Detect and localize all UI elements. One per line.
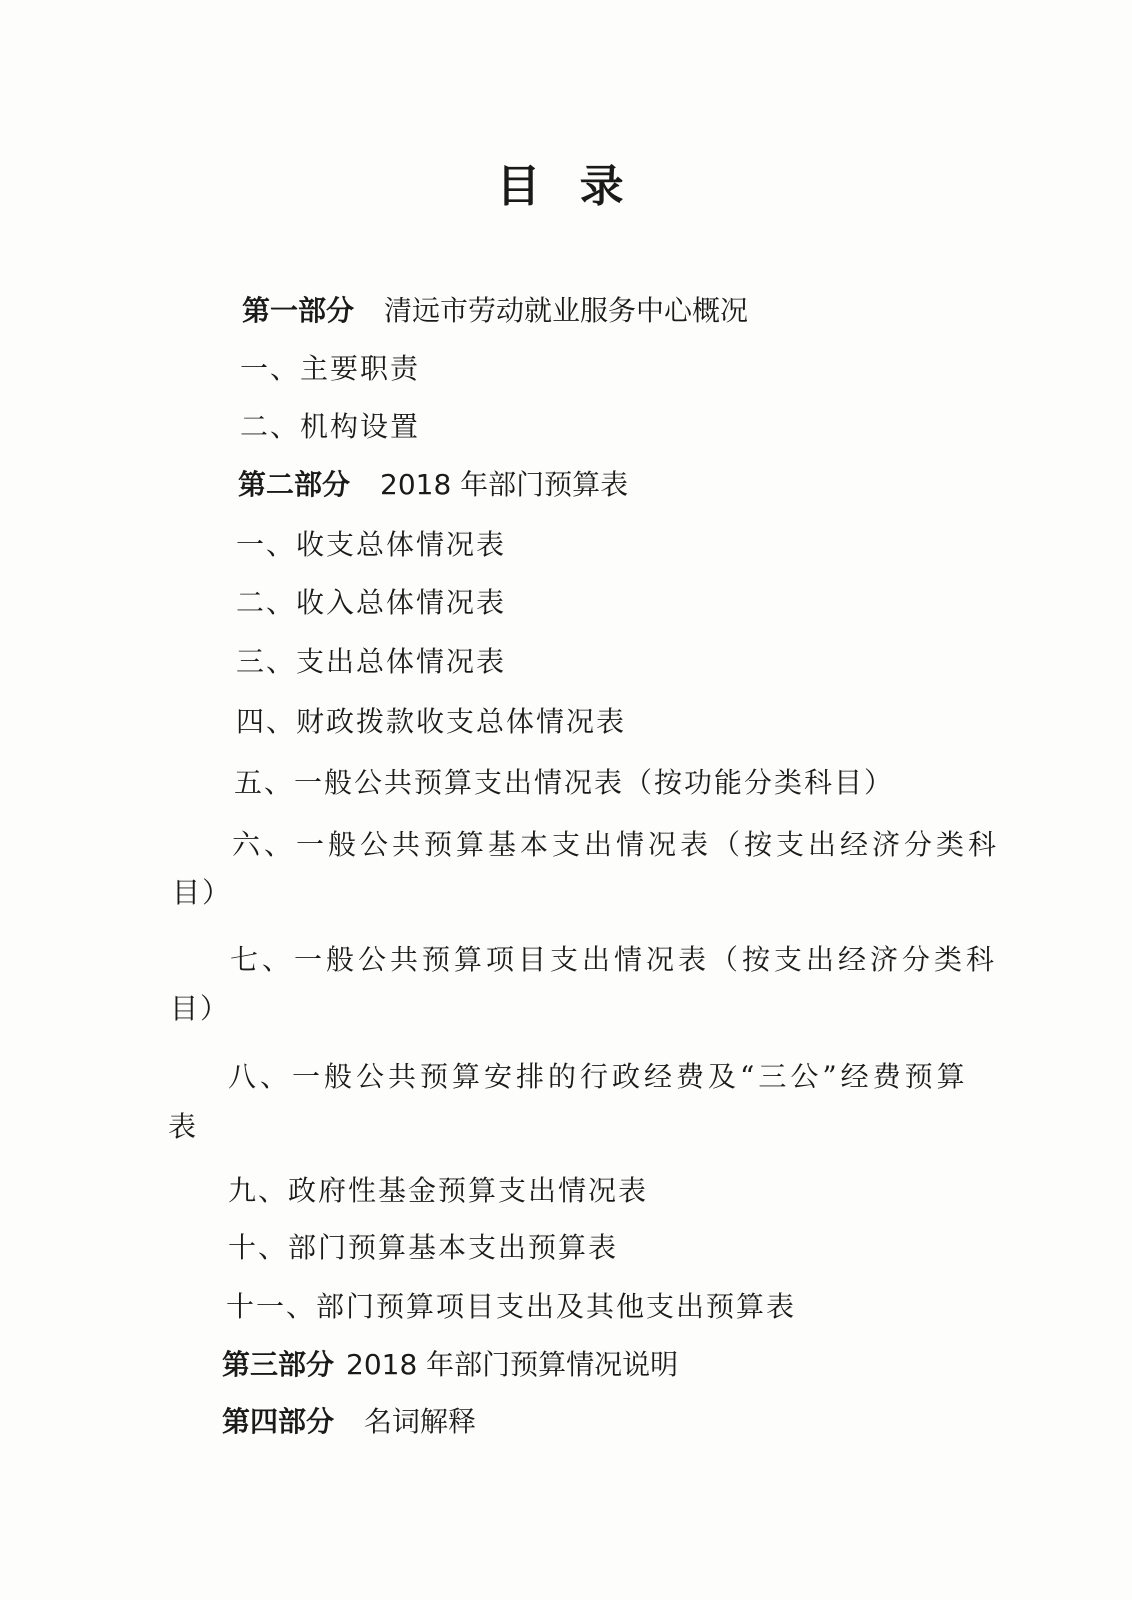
toc-part-2: [238, 468, 628, 502]
page-title: 目 录: [496, 161, 636, 212]
toc-item: 八、一般公共预算安排的行政经费及“三公”经费预算: [228, 1060, 969, 1093]
toc-part-1-label: 第一部分: [242, 294, 355, 327]
toc-item: 二、收入总体情况表: [236, 586, 507, 619]
toc-part-1: [242, 294, 748, 328]
toc-part-2-name: 2018 年部门预算表: [380, 468, 629, 501]
toc-item: 十一、部门预算项目支出及其他支出预算表: [226, 1290, 797, 1323]
toc-item: 一、收支总体情况表: [236, 528, 507, 561]
toc-part-4: [222, 1405, 476, 1439]
toc-part-4-name: 名词解释: [364, 1405, 477, 1438]
toc-item: 九、政府性基金预算支出情况表: [228, 1174, 649, 1207]
toc-part-1-name: 清远市劳动就业服务中心概况: [384, 294, 749, 327]
toc-part-3-name: 2018 年部门预算情况说明: [346, 1348, 679, 1381]
toc-part-4-label: 第四部分: [222, 1405, 335, 1438]
toc-item: 三、支出总体情况表: [236, 645, 507, 678]
toc-item: 二、机构设置: [240, 410, 421, 443]
toc-part-3-label: 第三部分: [222, 1348, 335, 1381]
toc-item: 六、一般公共预算基本支出情况表（按支出经济分类科: [232, 828, 1001, 861]
toc-part-2-label: 第二部分: [238, 468, 351, 501]
toc-item-continuation: 表: [168, 1110, 199, 1143]
toc-item-continuation: 目）: [172, 876, 233, 909]
toc-item: 一、主要职责: [240, 352, 421, 385]
toc-item: 十、部门预算基本支出预算表: [228, 1231, 619, 1264]
toc-part-3: [222, 1348, 678, 1382]
toc-item: 七、一般公共预算项目支出情况表（按支出经济分类科: [230, 943, 999, 976]
toc-item-continuation: 目）: [170, 992, 231, 1025]
toc-item: 五、一般公共预算支出情况表（按功能分类科目）: [234, 766, 895, 799]
toc-item: 四、财政拨款收支总体情况表: [236, 705, 627, 738]
